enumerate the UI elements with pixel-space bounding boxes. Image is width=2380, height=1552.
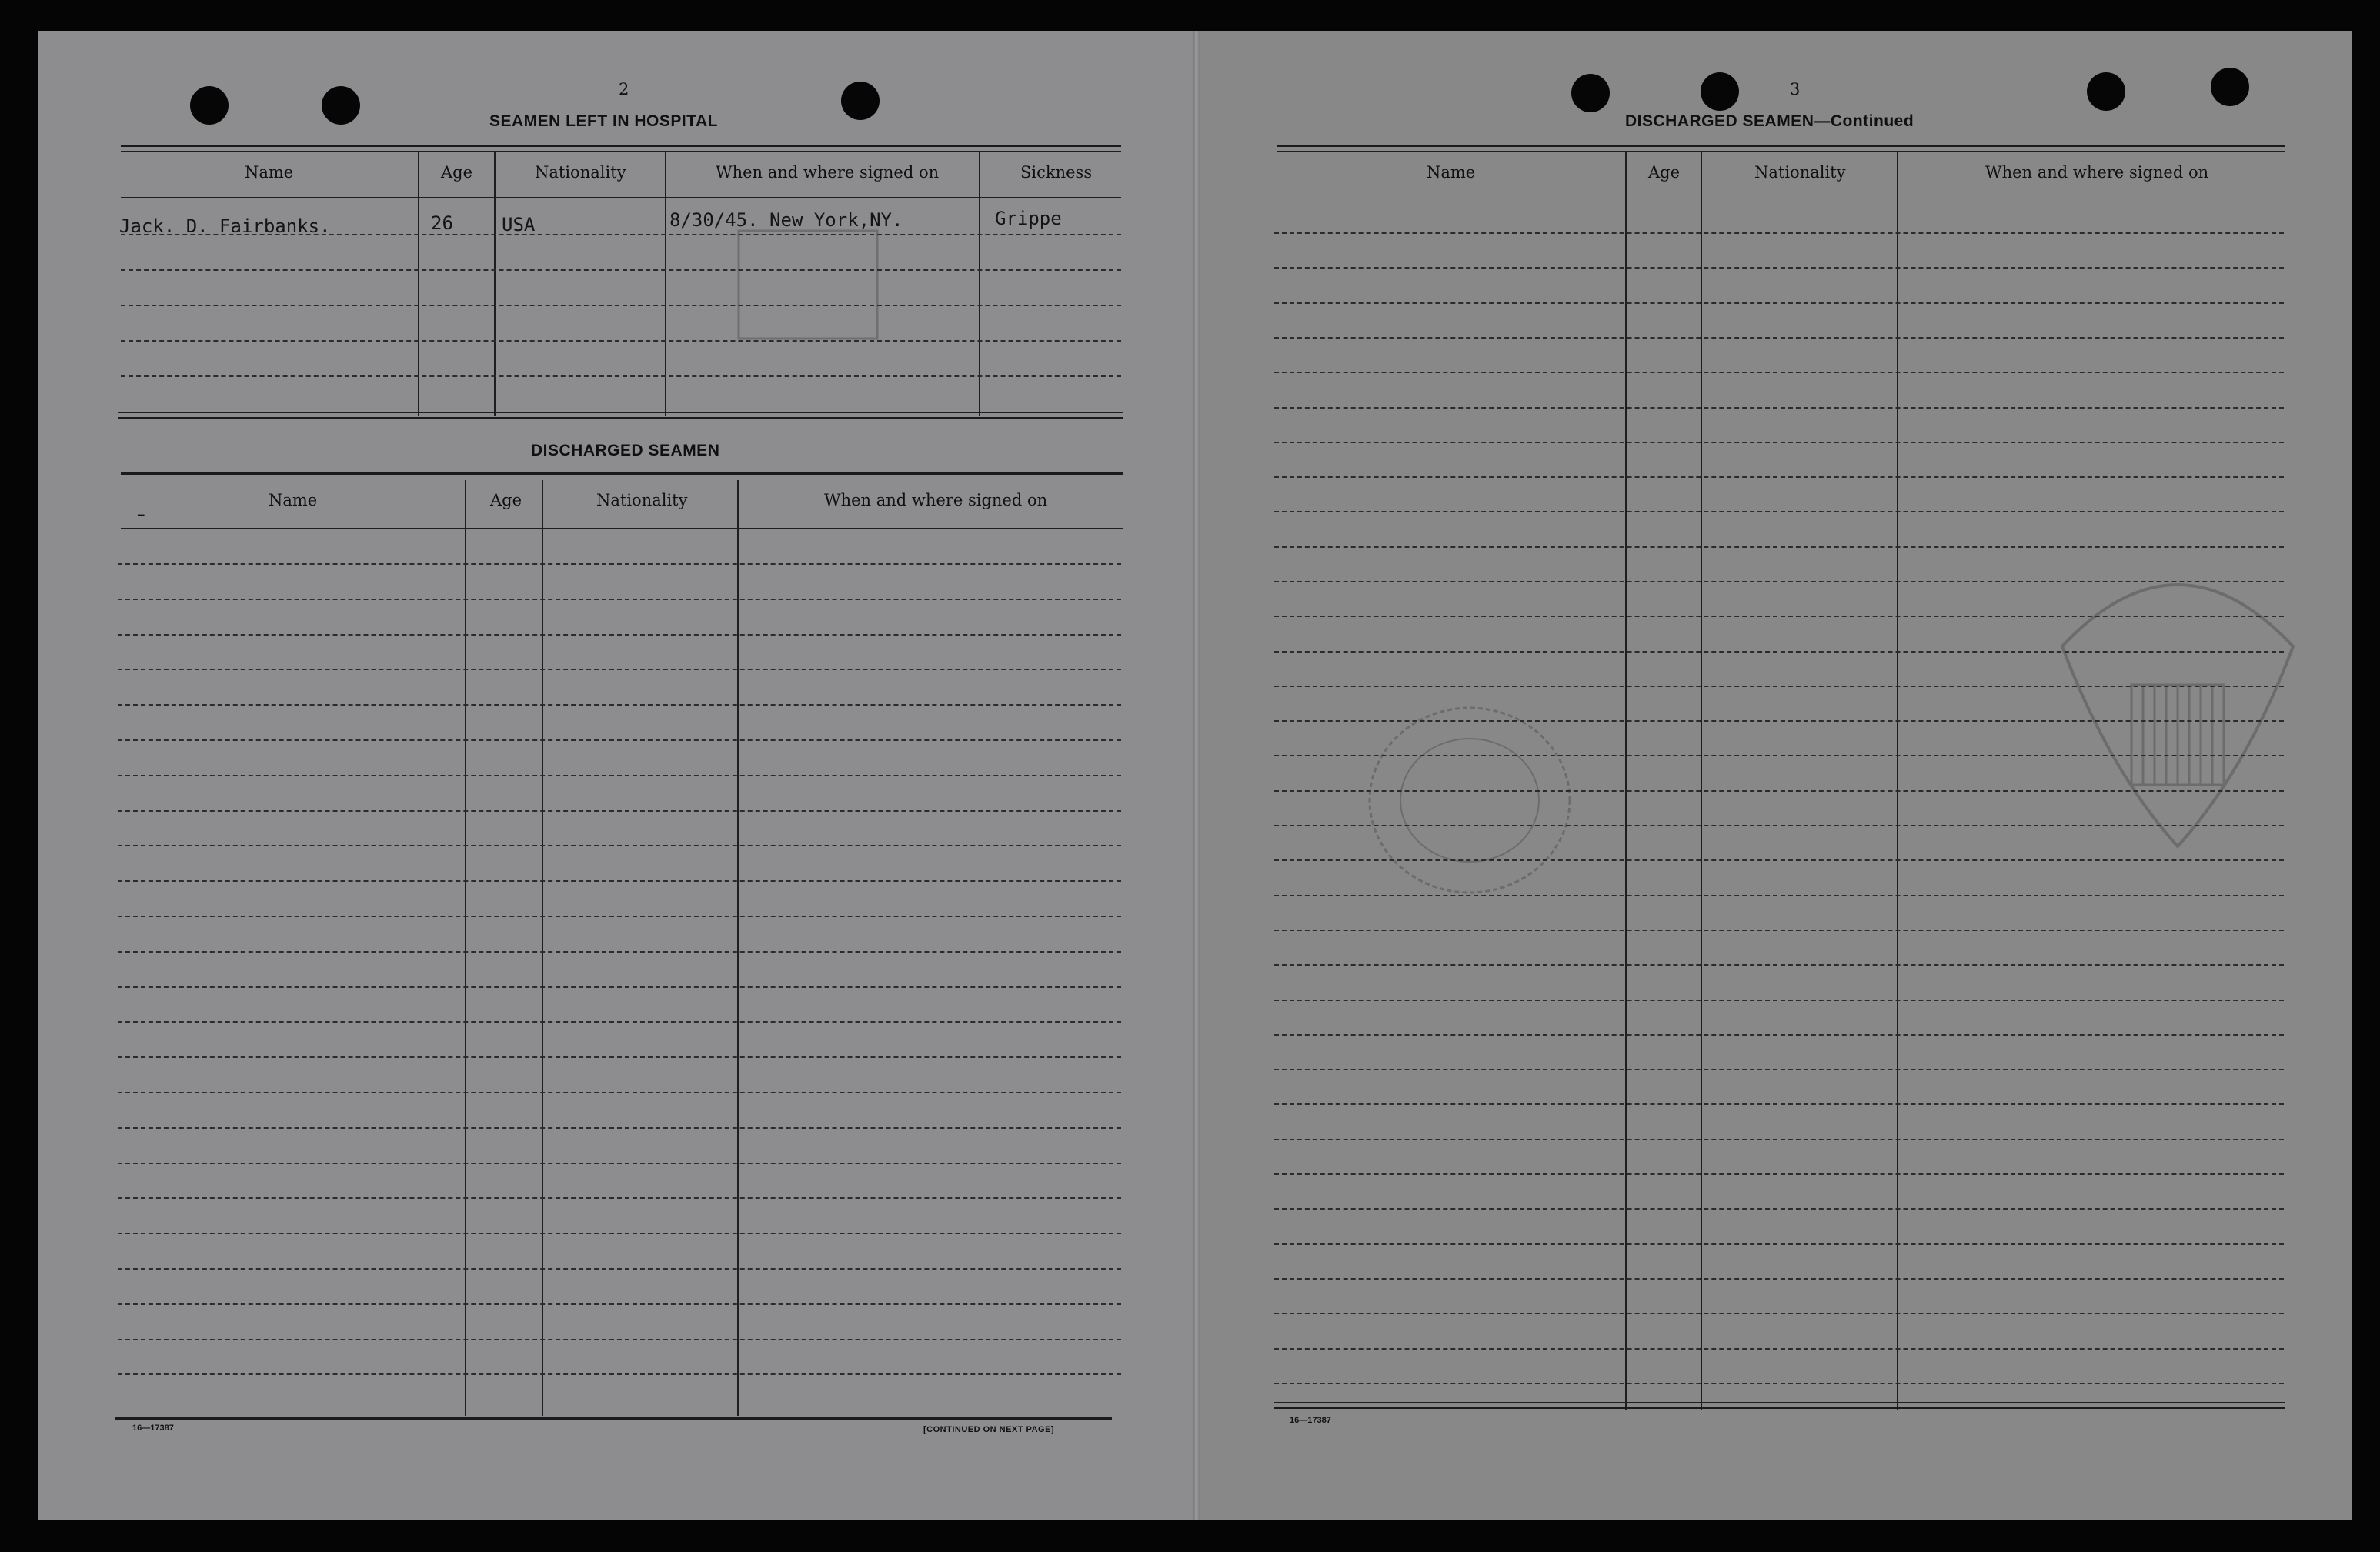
row-line	[118, 810, 1121, 812]
column-header-nationality: Nationality	[1754, 163, 1846, 182]
page-fold	[1193, 31, 1200, 1520]
header-bottom-rule	[121, 197, 1121, 198]
row-line	[118, 1233, 1121, 1234]
column-header-signed-on: When and where signed on	[824, 491, 1048, 509]
row-line	[1274, 476, 2284, 478]
row-line	[1274, 755, 2284, 756]
row-line	[118, 1197, 1121, 1199]
row-line	[118, 669, 1121, 670]
row-line	[1274, 232, 2284, 234]
column-divider	[1897, 152, 1898, 1410]
row-line	[118, 845, 1121, 846]
row-line	[1274, 1348, 2284, 1350]
column-divider	[542, 480, 543, 1416]
punch-hole	[190, 86, 229, 125]
row-line	[1274, 859, 2284, 861]
row-line	[1274, 267, 2284, 269]
column-header-signed-on: When and where signed on	[1985, 163, 2209, 182]
column-header-name: Name	[245, 163, 294, 182]
circular-stamp-bleed	[1354, 693, 1585, 908]
row-line	[1274, 511, 2284, 512]
table-bottom-rule	[118, 412, 1123, 413]
punch-hole	[2087, 72, 2125, 111]
discharged-continued-title: DISCHARGED SEAMEN—Continued	[1625, 112, 1914, 130]
row-line	[118, 563, 1121, 565]
table-top-rule	[121, 472, 1123, 475]
row-line	[118, 1373, 1121, 1375]
table-top-rule	[1277, 145, 2285, 147]
column-divider	[737, 480, 739, 1416]
form-number: 16—17387	[1290, 1416, 1331, 1425]
continued-note: [CONTINUED ON NEXT PAGE]	[923, 1425, 1055, 1434]
row-line	[1274, 790, 2284, 792]
punch-hole	[322, 86, 360, 125]
column-header-age: Age	[490, 491, 522, 509]
punch-hole	[1571, 74, 1610, 112]
row-line	[1274, 825, 2284, 826]
row-line	[1274, 372, 2284, 373]
column-header-signed-on: When and where signed on	[716, 163, 940, 182]
row-line	[1274, 407, 2284, 409]
row-line	[118, 1021, 1121, 1023]
row-line	[1274, 1103, 2284, 1105]
table-bottom-rule	[118, 417, 1123, 419]
column-header-sickness: Sickness	[1020, 163, 1093, 182]
row-line	[1274, 546, 2284, 548]
page-number: 2	[619, 80, 629, 98]
row-line	[118, 775, 1121, 776]
table-top-rule	[121, 145, 1121, 147]
row-line	[1274, 581, 2284, 582]
seaman-age: 26	[431, 212, 453, 234]
row-line	[1274, 1139, 2284, 1140]
row-line	[1274, 964, 2284, 966]
row-line	[118, 1268, 1121, 1270]
seaman-name: Jack. D. Fairbanks.	[119, 215, 331, 237]
row-line	[121, 305, 1121, 306]
row-mark: –	[137, 505, 145, 523]
page-number: 3	[1790, 80, 1801, 98]
row-line	[1274, 1000, 2284, 1001]
punch-hole	[1701, 72, 1739, 111]
header-bottom-rule	[121, 528, 1123, 529]
column-divider	[1701, 152, 1702, 1410]
discharged-section-title: DISCHARGED SEAMEN	[531, 442, 720, 459]
punch-hole	[2211, 68, 2249, 106]
row-line	[1274, 1069, 2284, 1070]
row-line	[118, 1056, 1121, 1058]
column-divider	[465, 480, 466, 1416]
row-line	[1274, 651, 2284, 653]
hospital-section-title: SEAMEN LEFT IN HOSPITAL	[489, 112, 718, 130]
row-line	[1274, 1313, 2284, 1314]
row-line	[118, 1339, 1121, 1340]
row-line	[1274, 686, 2284, 687]
column-header-name: Name	[1427, 163, 1476, 182]
row-line	[118, 704, 1121, 706]
row-line	[118, 986, 1121, 988]
row-line	[1274, 930, 2284, 931]
table-bottom-rule	[1274, 1407, 2285, 1409]
row-line	[1274, 1383, 2284, 1384]
column-header-age: Age	[441, 163, 473, 182]
form-number: 16—17387	[132, 1424, 174, 1433]
column-header-age: Age	[1648, 163, 1681, 182]
punch-hole	[841, 82, 880, 120]
column-divider	[1625, 152, 1627, 1410]
row-line	[118, 1092, 1121, 1093]
row-line	[118, 1303, 1121, 1305]
row-line	[1274, 1243, 2284, 1245]
row-line	[118, 880, 1121, 882]
row-line	[118, 916, 1121, 917]
row-line	[121, 269, 1121, 271]
table-bottom-rule	[115, 1417, 1112, 1420]
column-header-nationality: Nationality	[596, 491, 688, 509]
table-rule	[121, 151, 1121, 152]
eagle-seal-bleed	[2016, 492, 2339, 893]
seaman-sickness: Grippe	[995, 208, 1062, 229]
row-line	[121, 234, 1121, 235]
row-line	[1274, 895, 2284, 896]
row-line	[118, 1163, 1121, 1164]
row-line	[118, 599, 1121, 600]
row-line	[1274, 337, 2284, 339]
column-header-name: Name	[269, 491, 318, 509]
received-stamp-bleed	[731, 223, 885, 346]
table-bottom-rule	[1274, 1402, 2285, 1403]
row-line	[121, 340, 1121, 342]
column-header-nationality: Nationality	[535, 163, 626, 182]
row-line	[1274, 302, 2284, 304]
row-line	[118, 1127, 1121, 1129]
row-line	[1274, 1173, 2284, 1175]
row-line	[1274, 720, 2284, 722]
row-line	[1274, 1208, 2284, 1210]
row-line	[1274, 616, 2284, 617]
table-rule	[1277, 151, 2285, 152]
seaman-nationality: USA	[502, 214, 536, 235]
row-line	[118, 951, 1121, 953]
row-line	[1274, 1034, 2284, 1036]
row-line	[121, 375, 1121, 377]
row-line	[1274, 1278, 2284, 1280]
seaman-signed-on: 8/30/45. New York,NY.	[669, 209, 903, 231]
row-line	[118, 739, 1121, 741]
row-line	[118, 634, 1121, 636]
row-line	[1274, 442, 2284, 443]
